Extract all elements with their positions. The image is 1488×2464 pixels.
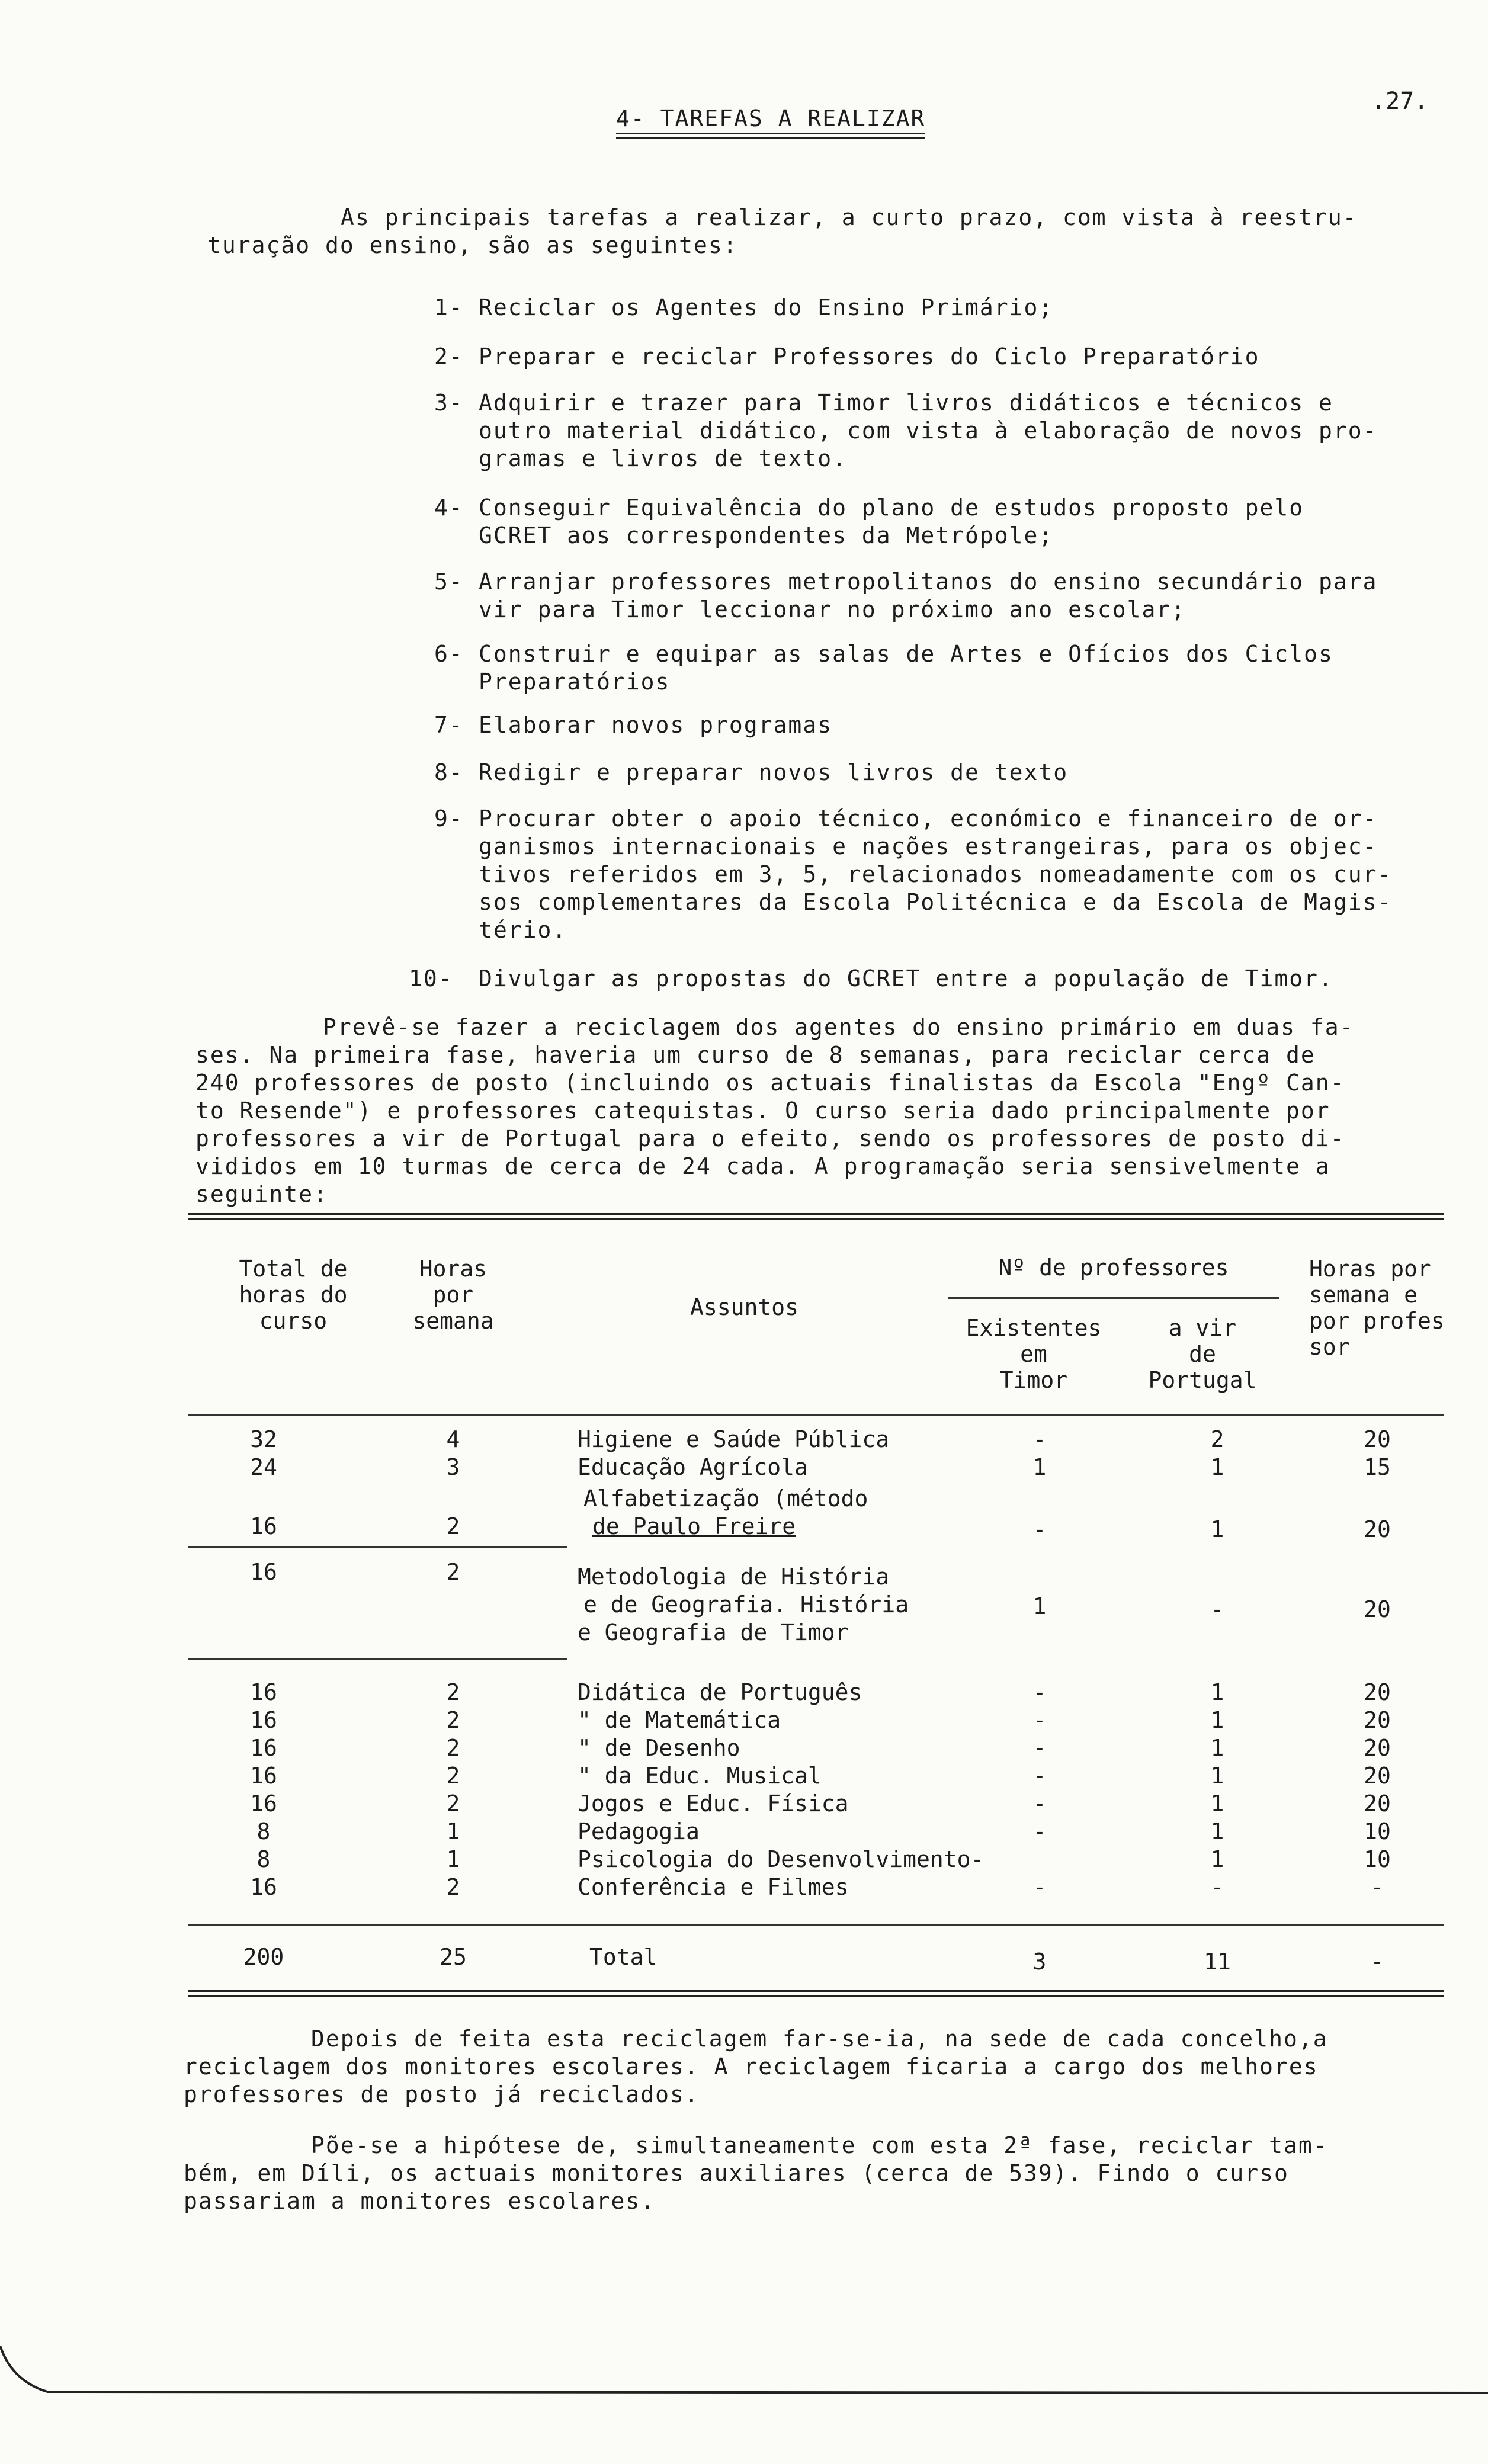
cell-assunto: Psicologia do Desenvolvimento- — [578, 1846, 984, 1872]
cell-existentes: - — [1032, 1426, 1047, 1452]
section-title — [616, 105, 925, 139]
paragraph-line: passariam a monitores escolares. — [184, 2188, 656, 2214]
header-line: por profes — [1309, 1308, 1445, 1334]
header-subrule — [948, 1297, 1279, 1299]
task-text: Preparar e reciclar Professores do Ciclo Preparatório — [479, 344, 1260, 370]
cell-assunto: Conferência e Filmes — [578, 1874, 849, 1900]
header-line: Horas — [419, 1256, 488, 1282]
section-title-text: 4- TAREFAS A REALIZAR — [616, 105, 926, 131]
task-text: gramas e livros de texto. — [479, 445, 847, 471]
paragraph-line: seguinte: — [195, 1181, 328, 1207]
total-label: Total — [589, 1944, 658, 1970]
cell-avir: 1 — [1210, 1791, 1224, 1817]
header-avir — [1128, 1315, 1277, 1393]
task-text: Divulgar as propostas do GCRET entre a população de Timor. — [479, 965, 1333, 992]
title-underline — [616, 133, 925, 139]
cell-horas: 3 — [446, 1454, 460, 1480]
header-line: por — [432, 1282, 474, 1308]
header-line: Total de — [239, 1256, 348, 1282]
task-number: 10- — [409, 965, 453, 992]
paragraph-line: Depois de feita esta reciclagem far-se-ia, na sede de cada concelho,a — [311, 2026, 1328, 2052]
cell-horas: 2 — [446, 1513, 460, 1539]
header-line: em — [1020, 1341, 1047, 1367]
cell-total: 16 — [250, 1735, 277, 1761]
cell-avir: 1 — [1210, 1763, 1224, 1789]
paragraph-line: bém, em Díli, os actuais monitores auxiliares (cerca de 539). Findo o curso — [184, 2160, 1289, 2186]
task-text: Elaborar novos programas — [479, 712, 833, 738]
header-bottom-rule — [188, 1414, 1444, 1416]
cell-total: 8 — [256, 1846, 271, 1872]
cell-avir: 2 — [1210, 1426, 1224, 1452]
cell-existentes: - — [1032, 1791, 1047, 1817]
header-professores: Nº de professores — [998, 1255, 1229, 1281]
task-text: Conseguir Equivalência do plano de estudos proposto pelo — [479, 495, 1304, 521]
cell-assunto: Higiene e Saúde Pública — [578, 1426, 890, 1452]
cell-avir: 1 — [1210, 1846, 1224, 1872]
task-text: Adquirir e trazer para Timor livros didáticos e técnicos e — [479, 390, 1333, 416]
cell-assunto: " de Desenho — [578, 1735, 740, 1761]
total-avir: 11 — [1204, 1949, 1231, 1975]
cell-horas: 2 — [446, 1559, 460, 1585]
group-rule — [188, 1658, 567, 1660]
cell-total: 16 — [250, 1874, 277, 1900]
table-bottom-rule — [188, 1990, 1444, 1997]
cell-avir: - — [1210, 1596, 1224, 1622]
header-total — [204, 1256, 382, 1334]
cell-horas-prof: 20 — [1364, 1763, 1391, 1789]
header-line: Existentes — [966, 1315, 1102, 1341]
task-number: 9- — [434, 806, 464, 832]
cell-horas: 2 — [446, 1791, 460, 1817]
task-number: 7- — [434, 712, 464, 738]
task-text: outro material didático, com vista à elaboração de novos pro- — [479, 418, 1378, 444]
header-line: horas do — [239, 1282, 348, 1308]
cell-existentes: - — [1032, 1735, 1047, 1761]
total-horas-prof: - — [1370, 1949, 1384, 1975]
paragraph-line: professores de posto já reciclados. — [184, 2081, 700, 2107]
table-top-rule — [188, 1213, 1444, 1220]
cell-horas-prof: 20 — [1364, 1426, 1391, 1452]
cell-horas-prof: - — [1370, 1874, 1384, 1900]
header-existentes — [948, 1315, 1120, 1393]
task-number: 3- — [434, 390, 464, 416]
cell-horas-prof: 10 — [1364, 1818, 1391, 1844]
header-line: de — [1189, 1341, 1216, 1367]
cell-horas: 2 — [446, 1763, 460, 1789]
paragraph-line: 240 professores de posto (incluindo os actuais finalistas da Escola "Engº Can- — [195, 1070, 1345, 1096]
cell-horas: 2 — [446, 1707, 460, 1733]
task-number: 1- — [434, 294, 464, 320]
cell-assunto: Jogos e Educ. Física — [578, 1791, 849, 1817]
cell-horas-prof: 20 — [1364, 1735, 1391, 1761]
cell-existentes: - — [1032, 1516, 1047, 1542]
cell-horas: 2 — [446, 1735, 460, 1761]
cell-assunto: Alfabetização (método — [583, 1486, 868, 1512]
cell-existentes: 1 — [1032, 1454, 1047, 1480]
cell-avir: 1 — [1210, 1516, 1224, 1542]
cell-existentes: - — [1032, 1874, 1047, 1900]
cell-assunto: Didática de Português — [578, 1679, 862, 1705]
cell-avir: - — [1210, 1874, 1224, 1900]
task-text: Redigir e preparar novos livros de texto — [479, 759, 1069, 785]
cell-assunto: " da Educ. Musical — [578, 1763, 822, 1789]
task-text: Procurar obter o apoio técnico, económico e financeiro de or- — [479, 806, 1378, 832]
total-horas: 25 — [440, 1944, 467, 1970]
task-text: Construir e equipar as salas de Artes e Ofícios dos Ciclos — [479, 641, 1333, 667]
cell-assunto: e de Geografia. História — [583, 1592, 909, 1618]
task-text: Preparatórios — [479, 669, 671, 695]
cell-horas-prof: 20 — [1364, 1791, 1391, 1817]
cell-assunto: " de Matemática — [578, 1707, 781, 1733]
intro-line-1: As principais tarefas a realizar, a curto prazo, com vista à reestru- — [341, 204, 1358, 230]
cell-horas-prof: 20 — [1364, 1516, 1391, 1542]
cell-horas: 2 — [446, 1874, 460, 1900]
header-line: a vir — [1168, 1315, 1237, 1341]
cell-total: 32 — [250, 1426, 277, 1452]
task-number: 4- — [434, 495, 464, 521]
cell-assunto: e Geografia de Timor — [578, 1619, 849, 1645]
cell-existentes: 1 — [1032, 1593, 1047, 1619]
task-text: ganismos internacionais e nações estrangeiras, para os objec- — [479, 833, 1378, 859]
cell-assunto: Metodologia de História — [578, 1564, 890, 1590]
cell-assunto: de Paulo Freire — [592, 1513, 796, 1539]
header-horas-prof — [1309, 1256, 1475, 1360]
paragraph-line: reciclagem dos monitores escolares. A reciclagem ficaria a cargo dos melhores — [184, 2054, 1319, 2080]
cell-total: 16 — [250, 1763, 277, 1789]
cell-total: 16 — [250, 1707, 277, 1733]
paragraph-line: professores a vir de Portugal para o efeito, sendo os professores de posto di- — [195, 1125, 1345, 1151]
paragraph-line: to Resende") e professores catequistas. O curso seria dado principalmente por — [195, 1098, 1330, 1124]
cell-assunto: Educação Agrícola — [578, 1454, 808, 1480]
cell-avir: 1 — [1210, 1454, 1224, 1480]
cell-existentes: - — [1032, 1707, 1047, 1733]
header-line: curso — [259, 1308, 328, 1334]
cell-existentes: - — [1032, 1818, 1047, 1844]
cell-total: 8 — [256, 1818, 271, 1844]
cell-avir: 1 — [1210, 1679, 1224, 1705]
task-number: 5- — [434, 569, 464, 595]
task-text: Reciclar os Agentes do Ensino Primário; — [479, 294, 1054, 320]
cell-total: 16 — [250, 1559, 277, 1585]
cell-horas-prof: 20 — [1364, 1679, 1391, 1705]
cell-total: 16 — [250, 1679, 277, 1705]
cell-horas-prof: 10 — [1364, 1846, 1391, 1872]
cell-avir: 1 — [1210, 1707, 1224, 1733]
paragraph-line: ses. Na primeira fase, haveria um curso de 8 semanas, para reciclar cerca de — [195, 1042, 1316, 1068]
totals-rule — [188, 1924, 1444, 1926]
header-line: semana e — [1309, 1282, 1418, 1308]
task-text: tério. — [479, 917, 567, 943]
task-number: 8- — [434, 759, 464, 785]
total-sum: 200 — [243, 1944, 284, 1970]
task-number: 2- — [434, 344, 464, 370]
cell-existentes: - — [1032, 1679, 1047, 1705]
paragraph-line: vididos em 10 turmas de cerca de 24 cada. A programação seria sensivelmente a — [195, 1153, 1330, 1179]
cell-total: 16 — [250, 1513, 277, 1539]
task-text: vir para Timor leccionar no próximo ano escolar; — [479, 596, 1186, 623]
task-text: GCRET aos correspondentes da Metrópole; — [479, 522, 1054, 548]
cell-horas-prof: 20 — [1364, 1707, 1391, 1733]
header-line: Portugal — [1148, 1367, 1257, 1393]
total-existentes: 3 — [1032, 1949, 1047, 1975]
cell-horas-prof: 20 — [1364, 1596, 1391, 1622]
intro-line-2: turação do ensino, são as seguintes: — [207, 232, 738, 258]
group-rule — [188, 1546, 567, 1548]
header-line: Horas por — [1309, 1256, 1431, 1282]
task-text: tivos referidos em 3, 5, relacionados nomeadamente com os cur- — [479, 861, 1393, 887]
cell-horas: 4 — [446, 1426, 460, 1452]
cell-total: 16 — [250, 1791, 277, 1817]
cell-total: 24 — [250, 1454, 277, 1480]
header-line: semana — [412, 1308, 494, 1334]
header-line: Timor — [999, 1367, 1068, 1393]
cell-avir: 1 — [1210, 1818, 1224, 1844]
paragraph-line: Põe-se a hipótese de, simultaneamente com esta 2ª fase, reciclar tam- — [311, 2132, 1328, 2158]
header-line: sor — [1309, 1334, 1350, 1360]
header-horas — [385, 1256, 521, 1334]
cell-avir: 1 — [1210, 1735, 1224, 1761]
cell-existentes: - — [1032, 1763, 1047, 1789]
task-number: 6- — [434, 641, 464, 667]
cell-horas-prof: 15 — [1364, 1454, 1391, 1480]
cell-horas: 1 — [446, 1818, 460, 1844]
page-number: .27. — [1371, 88, 1429, 115]
scan-edge-mark — [0, 2346, 1488, 2399]
cell-assunto: Pedagogia — [578, 1818, 700, 1844]
cell-horas: 1 — [446, 1846, 460, 1872]
paragraph-line: Prevê-se fazer a reciclagem dos agentes do ensino primário em duas fa- — [323, 1014, 1355, 1040]
cell-horas: 2 — [446, 1679, 460, 1705]
task-text: sos complementares da Escola Politécnica e da Escola de Magis- — [479, 889, 1393, 915]
header-assuntos: Assuntos — [690, 1294, 799, 1320]
task-text: Arranjar professores metropolitanos do ensino secundário para — [479, 569, 1378, 595]
